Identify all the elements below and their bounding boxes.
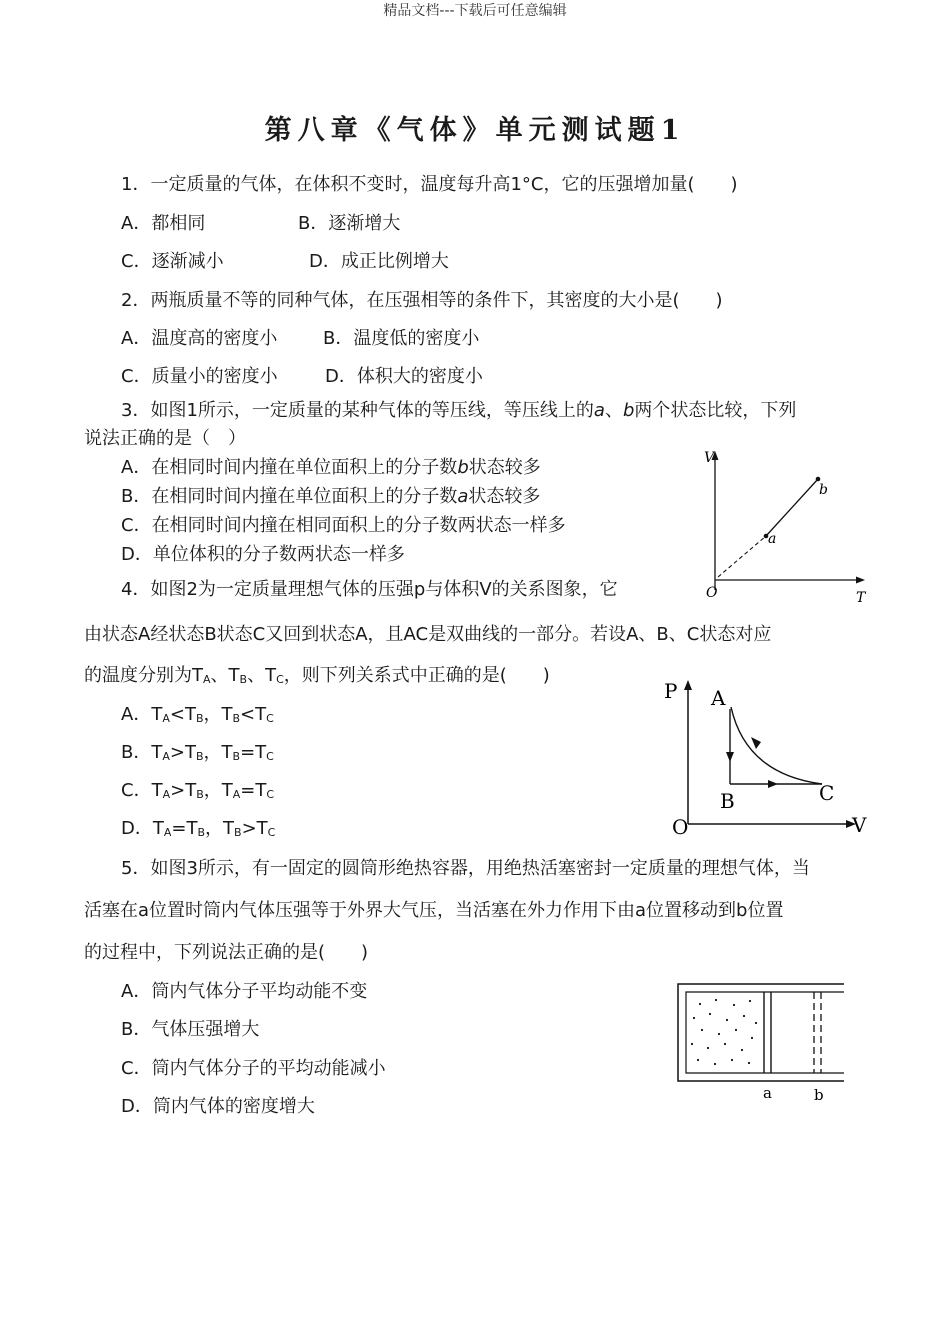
figure-2-pv-diagram <box>660 674 875 842</box>
q4-a-p1: T <box>151 704 163 725</box>
q3-stem-mid: 、 <box>604 400 623 421</box>
q3-option-a-text1: A．在相同时间内撞在单位面积上的分子数 <box>121 457 458 478</box>
fig2-arrow-right-icon <box>768 780 778 788</box>
q3-stem-text2: 两个状态比较，下列 <box>634 400 797 421</box>
q1-stem: 1．一定质量的气体，在体积不变时，温度每升高1°C，它的压强增加量( ) <box>121 174 738 195</box>
q5-stem-line1: 5．如图3所示，有一固定的圆筒形绝热容器，用绝热活塞密封一定质量的理想气体，当 <box>121 858 810 879</box>
q2-stem: 2．两瓶质量不等的同种气体，在压强相等的条件下，其密度的大小是( ) <box>121 290 723 311</box>
q4-stem-line1: 4．如图2为一定质量理想气体的压强p与体积V的关系图象，它 <box>121 579 618 600</box>
q4-option-a <box>121 702 274 732</box>
q5-option-a: A．筒内气体分子平均动能不变 <box>121 981 368 1002</box>
q4-b-s2: B <box>195 750 204 763</box>
q4-b-r2: =T <box>240 742 267 763</box>
fig3-label-a: a <box>763 1084 772 1102</box>
fig1-point-b <box>816 477 821 482</box>
q4-b-r1: >T <box>169 742 196 763</box>
q3-option-a <box>121 455 541 481</box>
fig2-label-b: B <box>720 789 735 813</box>
q4-c-s1: A <box>162 788 171 801</box>
q5-stem-line3: 的过程中，下列说法正确的是( ) <box>84 942 369 963</box>
q2-option-b: B．温度低的密度小 <box>323 328 480 349</box>
fig1-label-a: a <box>768 531 777 547</box>
figure-1-isobar <box>690 445 880 610</box>
q4-stem-line3 <box>84 663 550 693</box>
q3-option-b-text1: B．在相同时间内撞在单位面积上的分子数 <box>121 486 458 507</box>
q4-d-r2: >T <box>241 818 268 839</box>
q2-option-d: D．体积大的密度小 <box>325 366 483 387</box>
q4-sep1: 、T <box>210 665 240 686</box>
q3-option-b <box>121 484 540 510</box>
q5-option-b: B．气体压强增大 <box>121 1019 260 1040</box>
fig2-label-o: O <box>672 815 689 839</box>
fig2-hyperbola-ca <box>731 707 822 784</box>
fig3-outer-wall <box>678 984 844 1081</box>
fig2-label-p: P <box>664 679 678 703</box>
q4-a-m: ，T <box>203 704 233 725</box>
q4-c-s4: C <box>266 788 275 801</box>
q4-b-m: ，T <box>203 742 233 763</box>
q4-stem-line2: 由状态A经状态B状态C又回到状态A，且AC是双曲线的一部分。若设A、B、C状态对应 <box>84 624 772 645</box>
fig2-y-arrow-icon <box>684 680 692 690</box>
q3-var-b: b <box>622 400 635 421</box>
q3-option-d: D．单位体积的分子数两状态一样多 <box>121 544 405 565</box>
page-header: 精品文档---下载后可任意编辑 <box>383 3 567 19</box>
q4-a-s2: B <box>195 712 204 725</box>
q4-b-p1: T <box>151 742 163 763</box>
q4-sep2: 、T <box>247 665 277 686</box>
q4-stem3-post: ，则下列关系式中正确的是( ) <box>283 665 550 686</box>
fig3-gas-molecules <box>691 999 757 1065</box>
q3-option-b-var: a <box>457 486 469 507</box>
q1-option-c: C．逐渐减小 <box>121 251 224 272</box>
q4-c-m: ，T <box>203 780 233 801</box>
q5-option-c: C．筒内气体分子的平均动能减小 <box>121 1058 386 1079</box>
q4-a-r1: <T <box>169 704 196 725</box>
q4-a-r2: <T <box>240 704 267 725</box>
q4-option-c <box>121 778 274 808</box>
q1-option-d: D．成正比例增大 <box>309 251 449 272</box>
q4-stem3-pre: 的温度分别为T <box>84 665 203 686</box>
q4-a-s4: C <box>266 712 274 725</box>
q4-c-r1: >T <box>170 780 197 801</box>
fig3-inner-wall <box>686 992 844 1073</box>
q2-option-c: C．质量小的密度小 <box>121 366 278 387</box>
q3-stem-text1: 3．如图1所示，一定质量的某种气体的等压线，等压线上的 <box>121 400 594 421</box>
q4-b-s1: A <box>162 750 170 763</box>
q1-option-b: B．逐渐增大 <box>298 213 401 234</box>
fig1-x-arrow-icon <box>856 577 865 584</box>
fig2-arrow-curve-icon <box>751 737 761 749</box>
fig1-label-v: V <box>704 450 715 466</box>
fig2-label-v: V <box>852 813 867 837</box>
q2-option-a: A．温度高的密度小 <box>121 328 278 349</box>
fig3-label-b: b <box>814 1086 824 1104</box>
q4-sub-a: A <box>203 673 211 686</box>
q3-option-a-text2: 状态较多 <box>468 457 541 478</box>
q4-b-label: B． <box>121 742 152 763</box>
q4-a-s3: B <box>232 712 241 725</box>
q3-option-c: C．在相同时间内撞在相同面积上的分子数两状态一样多 <box>121 515 566 536</box>
q4-d-s4: C <box>267 826 276 839</box>
q3-option-b-text2: 状态较多 <box>468 486 541 507</box>
q4-a-label: A． <box>121 704 152 725</box>
q3-stem-line2: 说法正确的是（ ） <box>84 428 246 449</box>
q4-a-s1: A <box>162 712 170 725</box>
fig1-dashed-segment <box>718 536 766 577</box>
q5-stem-line2: 活塞在a位置时筒内气体压强等于外界大气压，当活塞在外力作用下由a位置移动到b位置 <box>84 900 784 921</box>
q3-var-a: a <box>593 400 605 421</box>
q4-c-label: C． <box>121 780 152 801</box>
fig2-arrow-down-icon <box>726 752 734 762</box>
fig1-isobar-line <box>766 479 818 536</box>
q4-option-d <box>121 816 275 846</box>
q4-d-r1: =T <box>171 818 198 839</box>
q4-c-p1: T <box>151 780 163 801</box>
fig1-label-o: O <box>706 585 718 601</box>
q4-c-s2: B <box>196 788 204 801</box>
fig2-label-a: A <box>711 686 726 710</box>
fig1-label-b: b <box>819 482 828 498</box>
q5-option-d: D．筒内气体的密度增大 <box>121 1096 315 1117</box>
page-title: 第八章《气体》单元测试题1 <box>264 115 686 146</box>
fig2-label-c: C <box>819 781 835 805</box>
q4-sub-c: C <box>276 673 284 686</box>
q4-d-s1: A <box>163 826 172 839</box>
q4-c-s3: A <box>232 788 241 801</box>
q4-option-b <box>121 740 274 770</box>
q4-d-label: D． <box>121 818 153 839</box>
figure-3-cylinder <box>672 978 852 1106</box>
q4-b-s3: B <box>232 750 241 763</box>
q4-d-m: ，T <box>205 818 235 839</box>
q4-sub-b: B <box>239 673 248 686</box>
q4-b-s4: C <box>266 750 274 763</box>
q4-d-p1: T <box>152 818 164 839</box>
q1-option-a: A．都相同 <box>121 213 206 234</box>
q3-stem-line1 <box>121 398 865 424</box>
q4-d-s3: B <box>234 826 242 839</box>
q3-option-a-var: b <box>457 457 469 478</box>
q4-d-s2: B <box>197 826 206 839</box>
q4-c-r2: =T <box>240 780 267 801</box>
fig1-label-t: T <box>856 590 866 606</box>
